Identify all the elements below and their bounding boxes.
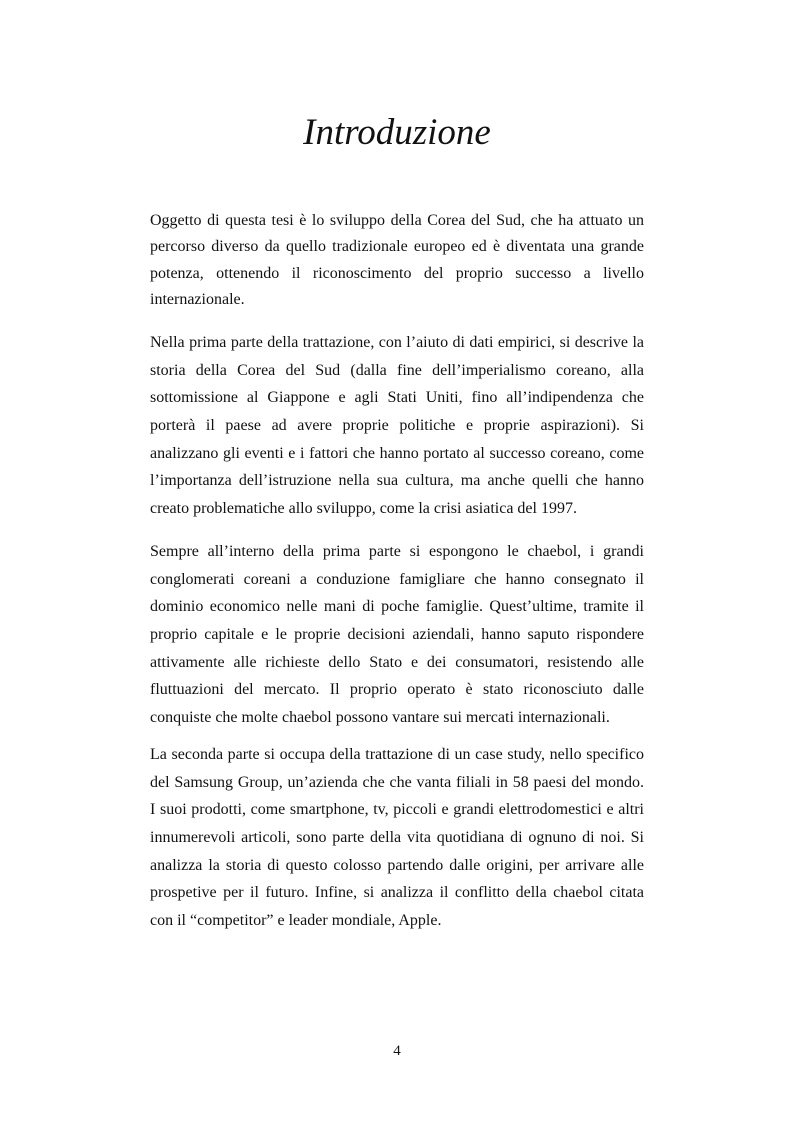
text-line: potenza, ottenendo il riconoscimento del proprio successo a livello xyxy=(150,264,644,282)
text-line: del Samsung Group, un’azienda che che vanta filiali in 58 paesi del mondo. xyxy=(150,773,644,791)
paragraph-4 xyxy=(150,741,644,935)
text-line: porterà il paese ad avere proprie politiche e proprie aspirazioni). Si xyxy=(150,417,644,435)
text-line: storia della Corea del Sud (dalla fine dell’imperialismo coreano, alla xyxy=(150,361,644,379)
text-line: Sempre all’interno della prima parte si espongono le chaebol, i grandi xyxy=(150,543,644,560)
page-title: Introduzione xyxy=(303,112,491,153)
paragraph-3 xyxy=(150,538,644,732)
text-line: La seconda parte si occupa della trattazione di un case study, nello specifico xyxy=(150,746,644,763)
text-line: dominio economico nelle mani di poche famiglie. Quest’ultime, tramite il xyxy=(150,598,644,616)
text-line: proprio capitale e le proprie decisioni aziendali, hanno saputo rispondere xyxy=(150,626,644,644)
text-line: creato problematiche allo sviluppo, come la crisi asiatica del 1997. xyxy=(150,500,577,518)
text-line: Oggetto di questa tesi è lo sviluppo della Corea del Sud, che ha attuato un xyxy=(150,212,644,229)
paragraph-1 xyxy=(150,208,644,314)
text-line: fluttuazioni del mercato. Il proprio operato è stato riconosciuto dalle xyxy=(150,681,644,699)
text-line: l’importanza dell’istruzione nella sua cultura, ma anche quelli che hanno xyxy=(150,472,644,490)
text-line: con il “competitor” e leader mondiale, Apple. xyxy=(150,912,442,930)
text-line: sottomissione al Giappone e agli Stati Uniti, fino all’indipendenza che xyxy=(150,389,644,407)
text-line: analizzano gli eventi e i fattori che hanno portato al successo coreano, come xyxy=(150,444,644,462)
text-line: prospetive per il futuro. Infine, si analizza il conflitto della chaebol citata xyxy=(150,884,644,902)
text-line: internazionale. xyxy=(150,291,245,309)
text-line: analizza la storia di questo colosso partendo dalle origini, per arrivare alle xyxy=(150,856,644,874)
page-number: 4 xyxy=(393,1043,401,1059)
text-line: conquiste che molte chaebol possono vantare sui mercati internazionali. xyxy=(150,709,610,727)
text-line: percorso diverso da quello tradizionale europeo ed è diventata una grande xyxy=(150,238,644,256)
text-line: innumerevoli articoli, sono parte della vita quotidiana di ognuno di noi. Si xyxy=(150,829,644,847)
text-line: I suoi prodotti, come smartphone, tv, piccoli e grandi elettrodomestici e altri xyxy=(150,801,644,819)
text-line: attivamente alle richieste dello Stato e dei consumatori, resistendo alle xyxy=(150,653,644,671)
text-line: Nella prima parte della trattazione, con l’aiuto di dati empirici, si descrive la xyxy=(150,334,644,351)
paragraph-2 xyxy=(150,329,644,523)
text-line: conglomerati coreani a conduzione famigliare che hanno consegnato il xyxy=(150,570,644,588)
